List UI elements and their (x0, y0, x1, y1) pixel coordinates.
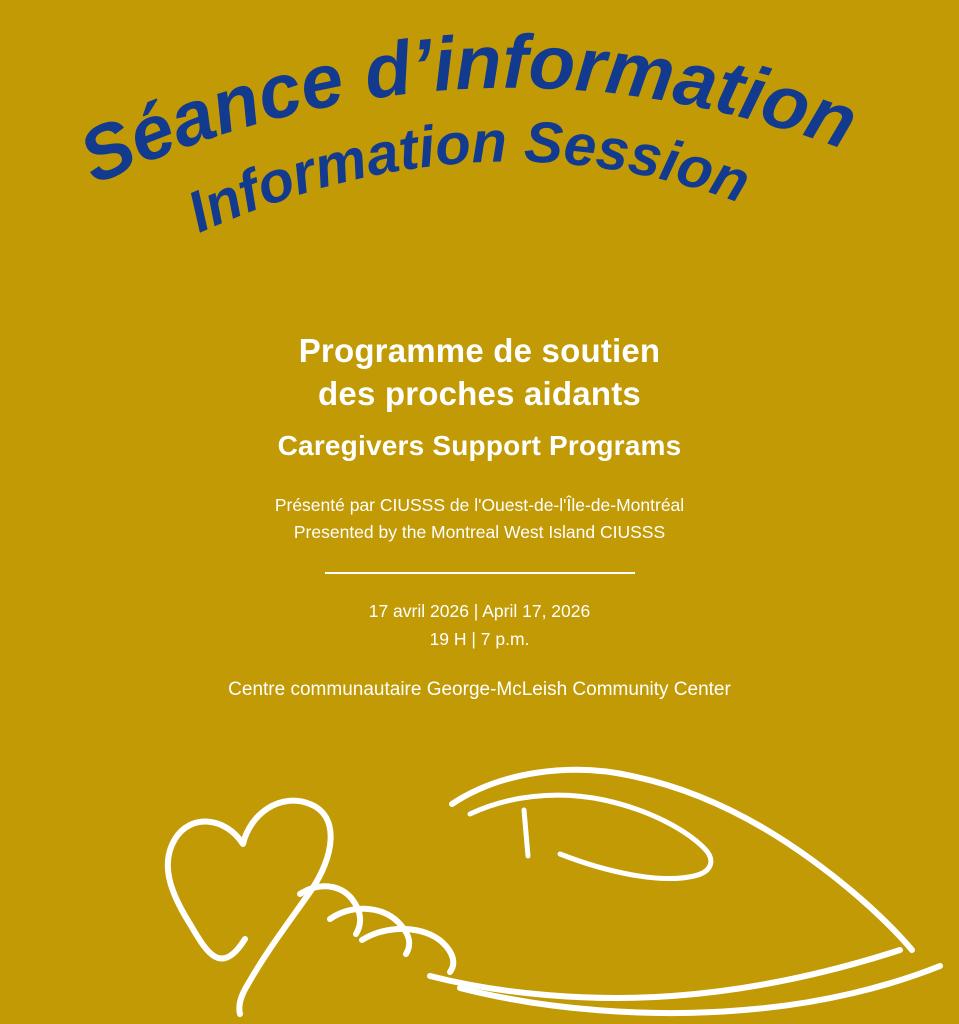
program-title-french-line1: Programme de soutien (298, 332, 661, 369)
presenter-block (0, 492, 959, 546)
presenter-english: Presented by the Montreal West Island CIUSSS (293, 521, 666, 542)
presenter-french: Présenté par CIUSSS de l'Ouest-de-l'Île-de-Montréal (274, 494, 685, 515)
headline-block (0, 0, 959, 270)
program-title-english: Caregivers Support Programs (277, 429, 682, 461)
program-title-french (130, 330, 830, 416)
event-date: 17 avril 2026 | April 17, 2026 (368, 601, 591, 622)
event-datetime-block (0, 598, 959, 653)
headline-english: Information Session (177, 109, 758, 246)
hand-holding-heart-illustration (0, 744, 959, 1024)
event-time: 19 H | 7 p.m. (429, 628, 530, 649)
divider-rule (325, 572, 635, 574)
event-venue: Centre communautaire George-McLeish Community Center (228, 679, 731, 701)
program-title-french-line2: des proches aidants (318, 374, 641, 412)
poster-content (0, 330, 959, 701)
headline-french: Séance d’information (67, 19, 868, 201)
